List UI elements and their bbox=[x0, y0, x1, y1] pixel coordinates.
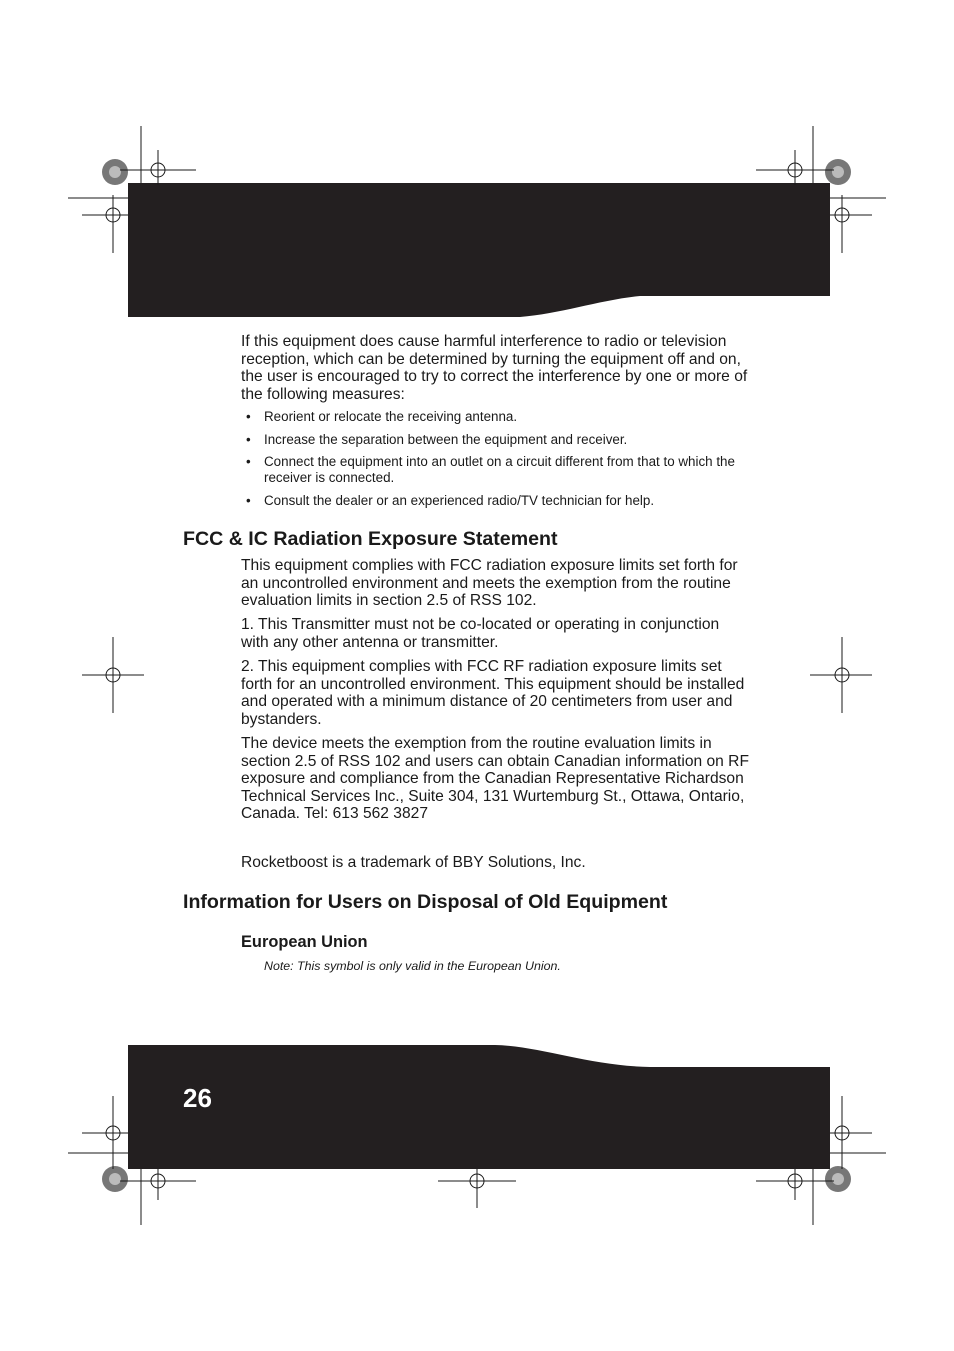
page-number: 26 bbox=[183, 1083, 212, 1113]
list-item: • Connect the equipment into an outlet on a circuit different from that to which the receiver is connected. bbox=[241, 454, 751, 493]
list-item: • Increase the separation between the equipment and receiver. bbox=[241, 432, 751, 454]
list-item: • Reorient or relocate the receiving antenna. bbox=[241, 409, 751, 432]
eu-symbol-note: Note: This symbol is only valid in the European Union. bbox=[264, 959, 561, 973]
header-band bbox=[128, 183, 830, 317]
fcc-paragraph: 1. This Transmitter must not be co-located or operating in conjunction with any other antenna or transmitter. bbox=[241, 616, 720, 651]
fcc-heading: FCC & IC Radiation Exposure Statement bbox=[183, 528, 558, 550]
footer-band bbox=[128, 1045, 830, 1169]
disposal-heading: Information for Users on Disposal of Old Equipment bbox=[183, 891, 668, 913]
fcc-paragraph: This equipment complies with FCC radiation exposure limits set forth for an uncontrolled environment and meets the exemption from the routine evaluation limits in section 2.5 of RSS 102. bbox=[241, 557, 738, 610]
interference-measures-list bbox=[241, 409, 751, 509]
fcc-paragraph: The device meets the exemption from the routine evaluation limits in section 2.5 of RSS 102 and users can obtain Canadian information on RF exposure and compliance from the Canadian Representative Richardson Technical Services Inc., Suite 304, 131 Wurtemburg St., Ottawa, Ontario, Canada. Tel: 613 562 3827 bbox=[241, 735, 749, 823]
list-item: • Consult the dealer or an experienced radio/TV technician for help. bbox=[241, 493, 751, 509]
european-union-subheading: European Union bbox=[241, 933, 368, 951]
intro-paragraph: If this equipment does cause harmful interference to radio or television reception, which can be determined by turning the equipment off and on, the user is encouraged to try to correct the interference by one or more of the following measures: bbox=[241, 333, 748, 403]
fcc-paragraph: 2. This equipment complies with FCC RF radiation exposure limits set forth for an uncontrolled environment. This equipment should be installed and operated with a minimum distance of 20 centimeters from user and bystanders. bbox=[241, 658, 745, 728]
trademark-notice: Rocketboost is a trademark of BBY Solutions, Inc. bbox=[241, 854, 586, 871]
